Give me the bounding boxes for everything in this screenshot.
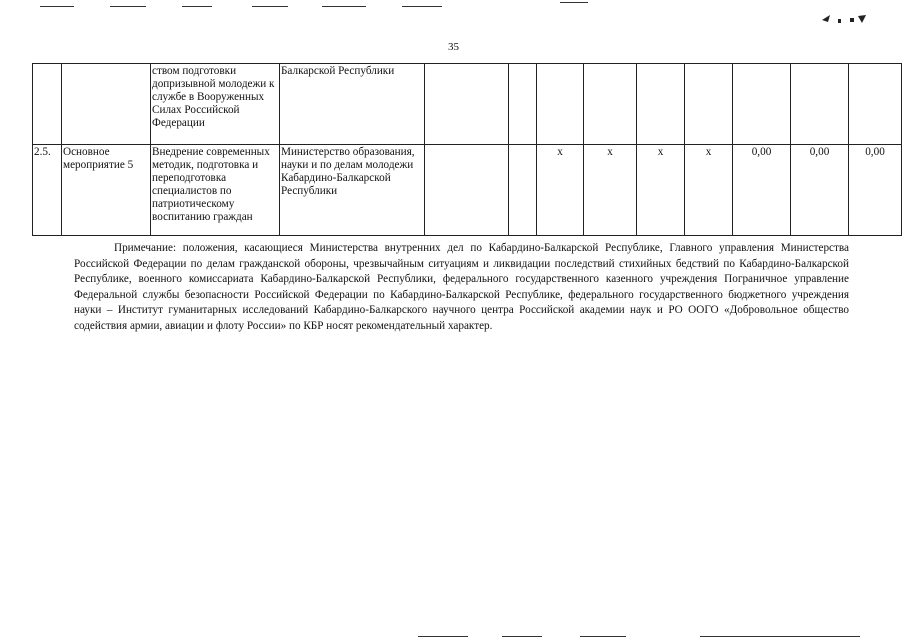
- table-cell: x: [637, 145, 685, 236]
- table-cell: 0,00: [791, 145, 849, 236]
- scan-artifact-line: [402, 6, 442, 7]
- table-cell: x: [584, 145, 637, 236]
- table-cell: [849, 64, 902, 145]
- scan-artifact-line: [560, 2, 588, 3]
- table-cell: [733, 64, 791, 145]
- activity-name-cell: [62, 64, 151, 145]
- activity-name-cell: Основное мероприятие 5: [62, 145, 151, 236]
- executor-cell: Балкарской Республики: [280, 64, 425, 145]
- table-cell: x: [685, 145, 733, 236]
- row-number-cell: 2.5.: [33, 145, 62, 236]
- table-cell: [584, 64, 637, 145]
- scan-artifact-line: [252, 6, 288, 7]
- scan-artifact-line: [110, 6, 146, 7]
- page-number: 35: [448, 41, 459, 53]
- scan-artifact-line: [502, 636, 542, 637]
- table-cell: [791, 64, 849, 145]
- table-row: [33, 145, 902, 236]
- measure-cell: Внедрение современных методик, подготовка и переподготовка специалистов по патриотическому воспитанию граждан: [151, 145, 280, 236]
- table-cell: [425, 64, 509, 145]
- table-cell: [537, 64, 584, 145]
- note-paragraph: Примечание: положения, касающиеся Министерства внутренних дел по Кабардино-Балкарской Республике, Главного управления Министерства Российской Федерации по делам гражданской обороны, чрезвычайным ситуациям и ликвидации последствий стихийных бедствий по Кабардино-Балкарской Республике, военного комиссариата Кабардино-Балкарской Республики, федерального государственного казенного учреждения Пограничное управление Федеральной службы безопасности Российской Федерации по Кабардино-Балкарской Республике, федерального государственного бюджетного учреждения науки – Институт гуманитарных исследований Кабардино-Балкарского научного центра Российской академии наук и РО ООГО «Добровольное общество содействия армии, авиации и флоту России» по КБР носят рекомендательный характер.: [74, 242, 849, 332]
- table-cell: x: [537, 145, 584, 236]
- scan-artifact-line: [322, 6, 366, 7]
- table-cell: [509, 145, 537, 236]
- table-cell: [637, 64, 685, 145]
- table-cell: [425, 145, 509, 236]
- scan-artifact-line: [182, 6, 212, 7]
- program-table: [32, 63, 902, 236]
- table-cell: 0,00: [733, 145, 791, 236]
- table-cell: 0,00: [849, 145, 902, 236]
- handwritten-mark-icon: [818, 10, 870, 26]
- table-cell: [509, 64, 537, 145]
- table-row: [33, 64, 902, 145]
- row-number-cell: [33, 64, 62, 145]
- table-cell: [685, 64, 733, 145]
- executor-cell: Министерство образования, науки и по делам молодежи Кабардино-Балкарской Республики: [280, 145, 425, 236]
- measure-cell: ством подготовки допризывной молодежи к службе в Вооруженных Силах Российской Федерации: [151, 64, 280, 145]
- scan-artifact-line: [418, 636, 468, 637]
- scan-artifact-line: [40, 6, 74, 7]
- scan-artifact-line: [580, 636, 626, 637]
- scan-artifact-line: [700, 636, 860, 637]
